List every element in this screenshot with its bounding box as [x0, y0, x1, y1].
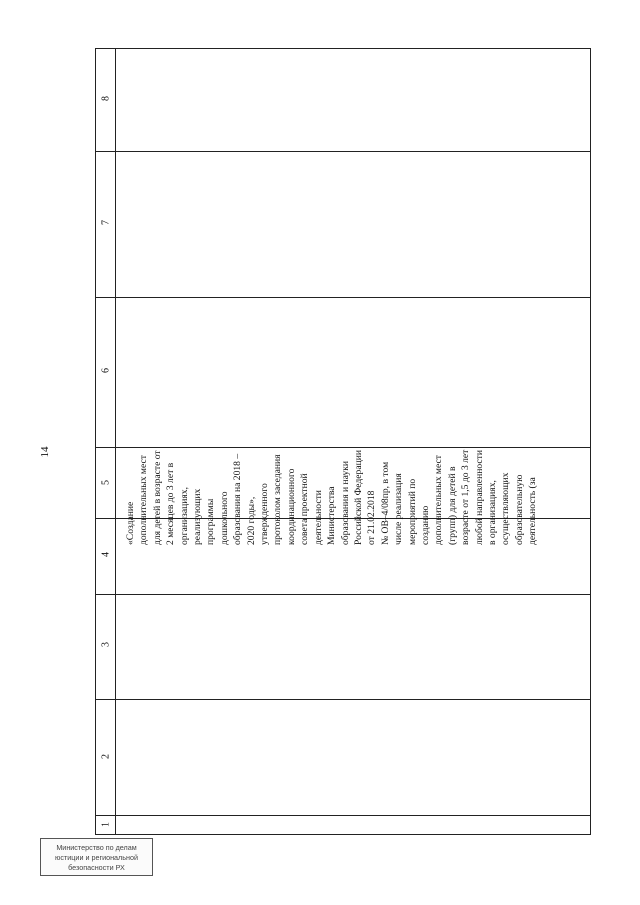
column-number-6: 6: [100, 368, 112, 373]
column-number-8: 8: [100, 96, 112, 101]
column-7-line: № ОВ–4/08пр, в том: [379, 461, 391, 545]
column-7-line: деятельность (за: [527, 477, 539, 545]
column-separator: [96, 594, 590, 595]
column-number-5: 5: [100, 480, 112, 485]
column-7-line: (групп) для детей в: [446, 466, 458, 545]
column-7-line: совета проектной: [299, 473, 311, 545]
column-7-line: 2 месяцев до 3 лет в: [165, 462, 177, 545]
column-7-line: программы: [205, 498, 217, 545]
column-7-line: «Создание: [125, 501, 136, 545]
column-7-line: организациях,: [178, 487, 190, 545]
column-7-line: мероприятий по: [406, 478, 418, 545]
column-number-2: 2: [100, 754, 112, 759]
column-7-line: любой направленности: [473, 450, 485, 545]
document-table: [95, 48, 591, 835]
column-7-text: [124, 313, 539, 545]
column-7-line: в организациях,: [486, 480, 498, 545]
column-separator: [96, 815, 590, 816]
column-7-line: Российской Федерации: [352, 450, 364, 545]
column-7-line: координационного: [285, 468, 297, 545]
column-7-line: утвержденного: [259, 483, 271, 545]
column-number-7: 7: [100, 220, 112, 225]
column-7-line: созданию: [419, 505, 431, 545]
column-7-line: от 21.02.2018: [366, 490, 378, 545]
column-7-line: реализующих: [192, 488, 204, 545]
column-7-line: образовательную: [513, 474, 525, 545]
column-7-line: деятельности: [312, 490, 324, 545]
column-7-line: Министерства: [326, 486, 338, 545]
stamp-line: юстиции и региональной: [55, 853, 138, 862]
stamp-line: Министерство по делам: [56, 843, 137, 852]
column-7-line: для детей в возрасте от: [151, 450, 163, 545]
column-number-3: 3: [100, 642, 112, 647]
column-7-line: дополнительных мест: [138, 455, 150, 545]
column-7-line: осуществляющих: [500, 472, 512, 545]
column-separator: [96, 699, 590, 700]
registration-stamp: [40, 838, 153, 876]
column-7-cell: [124, 75, 539, 545]
column-7-line: образования на 2018 –: [232, 453, 244, 545]
column-7-line: образования и науки: [339, 460, 351, 545]
column-7-line: протоколом заседания: [272, 454, 284, 545]
stamp-line: безопасности РХ: [68, 863, 125, 872]
column-number-4: 4: [100, 552, 112, 557]
column-7-line: 2020 годы»,: [245, 496, 257, 545]
column-7-line: возрасте от 1,5 до 3 лет: [460, 449, 472, 545]
column-7-line: дополнительных мест: [433, 455, 445, 545]
column-7-line: числе реализация: [393, 473, 405, 545]
column-number-1: 1: [100, 822, 112, 827]
table-header-band: [96, 49, 116, 834]
page-number: 14: [39, 446, 51, 458]
column-7-line: дошкольного: [218, 491, 230, 545]
